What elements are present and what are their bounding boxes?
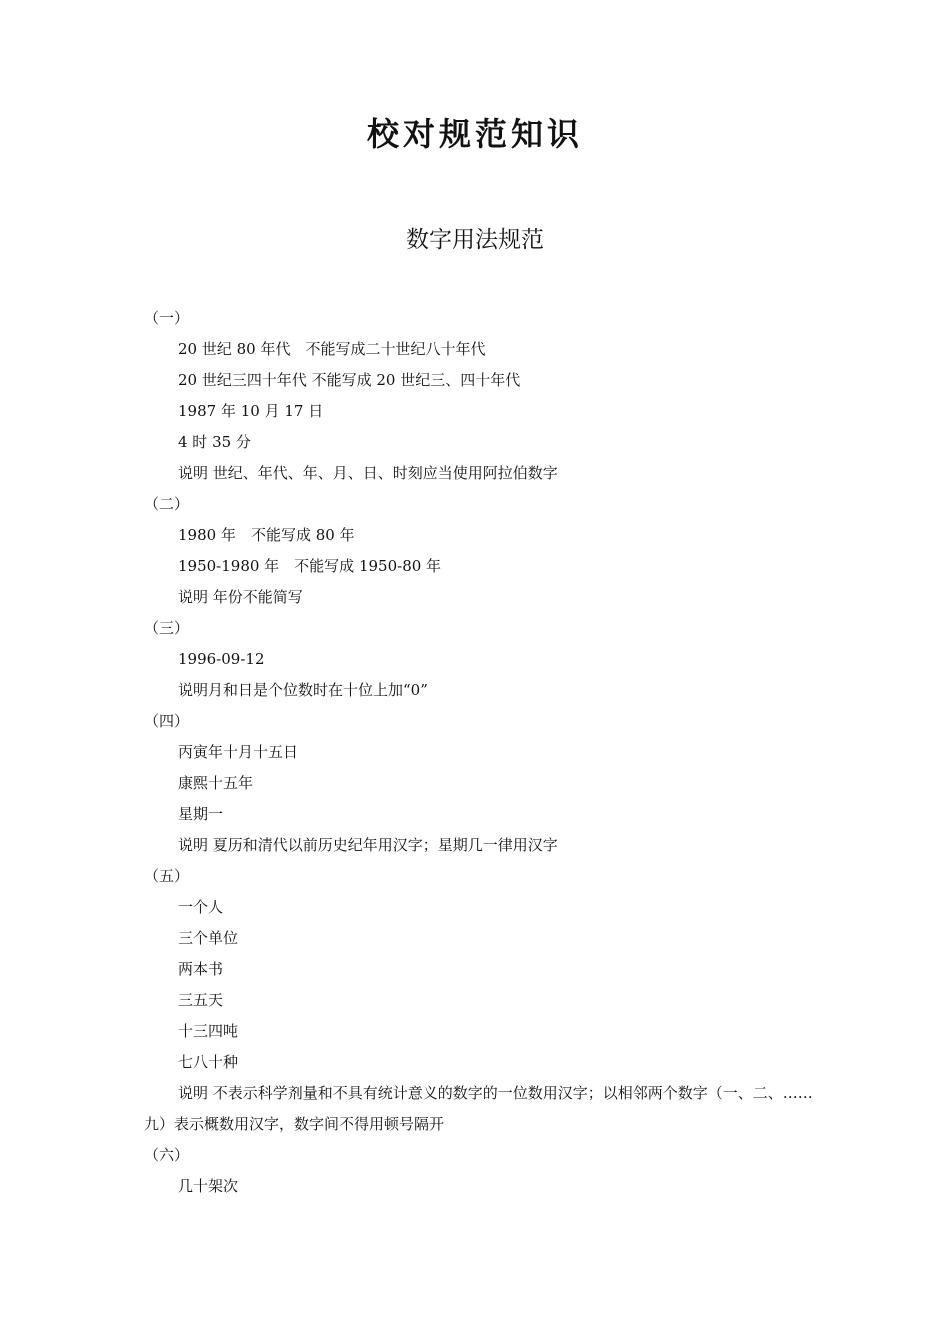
text-line: 几十架次 [178,1177,239,1195]
section-heading-3: （三） [144,619,190,637]
section-heading-2: （二） [144,495,190,513]
text-line: 20 世纪三四十年代 不能写成 20 世纪三、四十年代 [178,371,521,389]
text-line: 一个人 [178,898,224,916]
text-line: 1987 年 10 月 17 日 [178,402,324,420]
document-body [144,303,824,1202]
text-line: 两本书 [178,960,224,978]
text-line: 三个单位 [178,929,239,947]
text-line: 丙寅年十月十五日 [178,743,299,761]
section-heading-5: （五） [144,867,190,885]
document-title: 校对规范知识 [366,115,583,153]
note-paragraph: 说明 不表示科学剂量和不具有统计意义的数字的一位数用汉字；以相邻两个数字（一、二、……九）表示概数用汉字，数字间不得用顿号隔开 [144,1084,813,1133]
section-title: 数字用法规范 [406,227,544,253]
text-line: 1950-1980 年 不能写成 1950-80 年 [178,557,442,575]
note-line: 说明月和日是个位数时在十位上加“0” [178,681,428,699]
text-line: 七八十种 [178,1053,239,1071]
text-line: 4 时 35 分 [178,433,251,451]
text-line: 20 世纪 80 年代 不能写成二十世纪八十年代 [178,340,486,358]
text-line: 三五天 [178,991,224,1009]
note-line: 说明 世纪、年代、年、月、日、时刻应当使用阿拉伯数字 [178,464,558,482]
section-heading-4: （四） [144,712,190,730]
text-line: 1980 年 不能写成 80 年 [178,526,355,544]
text-line: 康熙十五年 [178,774,254,792]
text-line: 1996-09-12 [178,650,265,668]
section-heading-1: （一） [144,309,190,327]
note-line: 说明 年份不能简写 [178,588,303,606]
text-line: 星期一 [178,805,224,823]
section-heading-6: （六） [144,1146,190,1164]
text-line: 十三四吨 [178,1022,239,1040]
note-line: 说明 夏历和清代以前历史纪年用汉字；星期几一律用汉字 [178,836,558,854]
